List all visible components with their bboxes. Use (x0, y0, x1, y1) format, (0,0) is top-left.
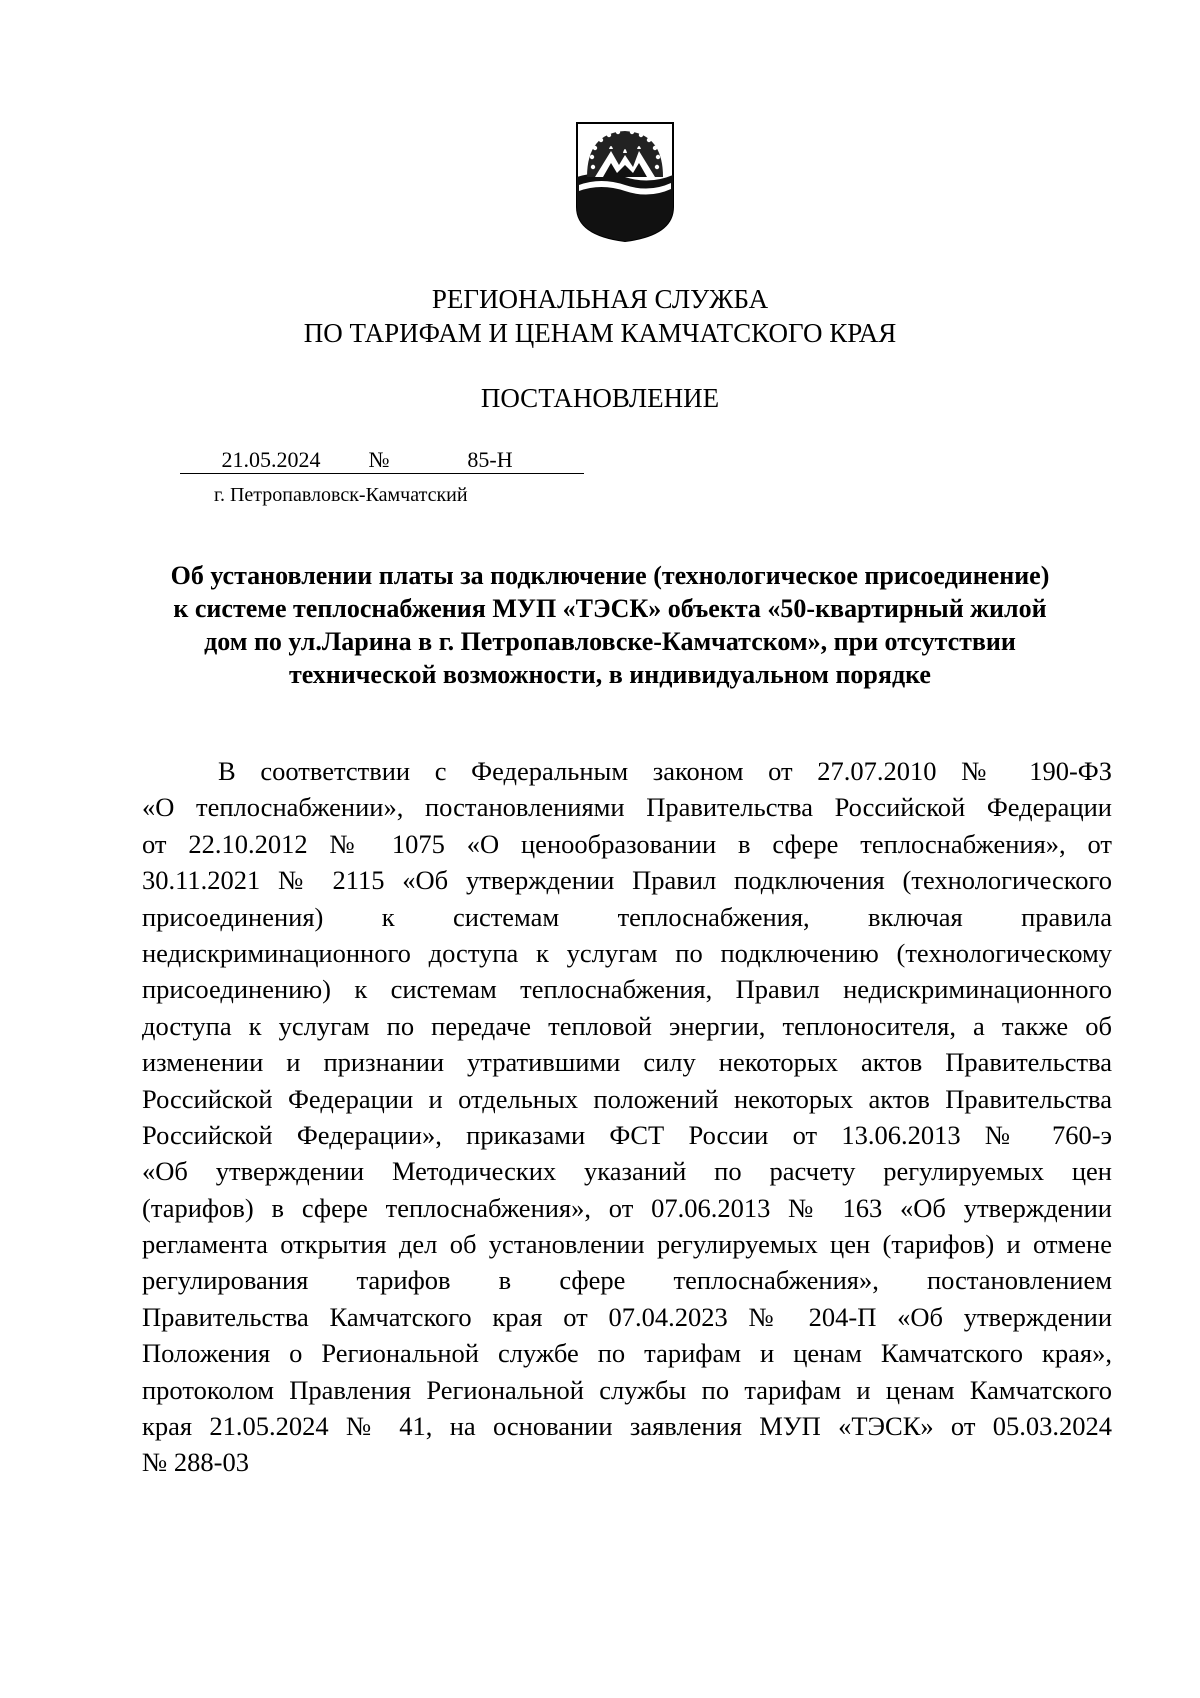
subject-line: технической возможности, в индивидуальном порядке (289, 660, 931, 689)
org-name-line1: РЕГИОНАЛЬНАЯ СЛУЖБА (431, 284, 769, 314)
body-line: края 21.05.2024 № 41, на основании заявления МУП «ТЭСК» от 05.03.2024 (142, 1411, 1112, 1442)
number-sign: № (368, 447, 390, 472)
body-line: Положения о Региональной службе по тарифам и ценам Камчатского края», (142, 1338, 1112, 1369)
body-line: (тарифов) в сфере теплоснабжения», от 07.06.2013 № 163 «Об утверждении (142, 1192, 1112, 1223)
document-date: 21.05.2024 (180, 447, 362, 474)
body-line: Российской Федерации и отдельных положений некоторых актов Правительства (142, 1083, 1112, 1114)
body-line: 30.11.2021 № 2115 «Об утверждении Правил подключения (технологического (142, 865, 1112, 896)
number-sign-underline (362, 473, 396, 474)
body-line: присоединения) к системам теплоснабжения, включая правила (142, 901, 1112, 932)
body-line: регламента открытия дел об установлении регулируемых цен (тарифов) и отмене (142, 1229, 1112, 1260)
body-line: В соответствии с Федеральным законом от 27.07.2010 № 190-ФЗ (218, 756, 1112, 786)
body-line: присоединению) к системам теплоснабжения, Правил недискриминационного (142, 974, 1112, 1005)
body-line: регулирования тарифов в сфере теплоснабжения», постановлением (142, 1265, 1112, 1296)
document-number: 85-Н (396, 447, 584, 474)
body-line: от 22.10.2012 № 1075 «О ценообразовании в сфере теплоснабжения», от (142, 828, 1112, 859)
body-line: недискриминационного доступа к услугам по подключению (технологическому (142, 937, 1112, 968)
body-line: № 288-03 (142, 1447, 249, 1478)
body-line: Правительства Камчатского края от 07.04.2023 № 204-П «Об утверждении (142, 1301, 1112, 1332)
body-line: протоколом Правления Региональной службы по тарифам и ценам Камчатского (142, 1374, 1112, 1405)
document-body (142, 753, 1112, 1481)
body-line: «Об утверждении Методических указаний по расчету регулируемых цен (142, 1156, 1112, 1187)
document-type: ПОСТАНОВЛЕНИЕ (480, 383, 720, 413)
subject-line: дом по ул.Ларина в г. Петропавловске-Камчатском», при отсутствии (204, 627, 1016, 656)
body-line: доступа к услугам по передаче тепловой энергии, теплоносителя, а также об (142, 1010, 1112, 1041)
subject-line: Об установлении платы за подключение (технологическое присоединение) (170, 561, 1050, 590)
subject-line: к системе теплоснабжения МУП «ТЭСК» объекта «50-квартирный жилой (173, 594, 1047, 623)
document-subject (130, 559, 1090, 691)
body-line: изменении и признании утратившими силу некоторых актов Правительства (142, 1047, 1112, 1078)
body-line: «О теплоснабжении», постановлениями Правительства Российской Федерации (142, 792, 1112, 823)
document-city: г. Петропавловск-Камчатский (214, 484, 468, 506)
document-meta-row (180, 447, 584, 477)
body-line: Российской Федерации», приказами ФСТ России от 13.06.2013 № 760-э (142, 1119, 1112, 1150)
kamchatka-coat-of-arms-icon (573, 115, 677, 243)
org-name-line2: ПО ТАРИФАМ И ЦЕНАМ КАМЧАТСКОГО КРАЯ (303, 318, 897, 348)
